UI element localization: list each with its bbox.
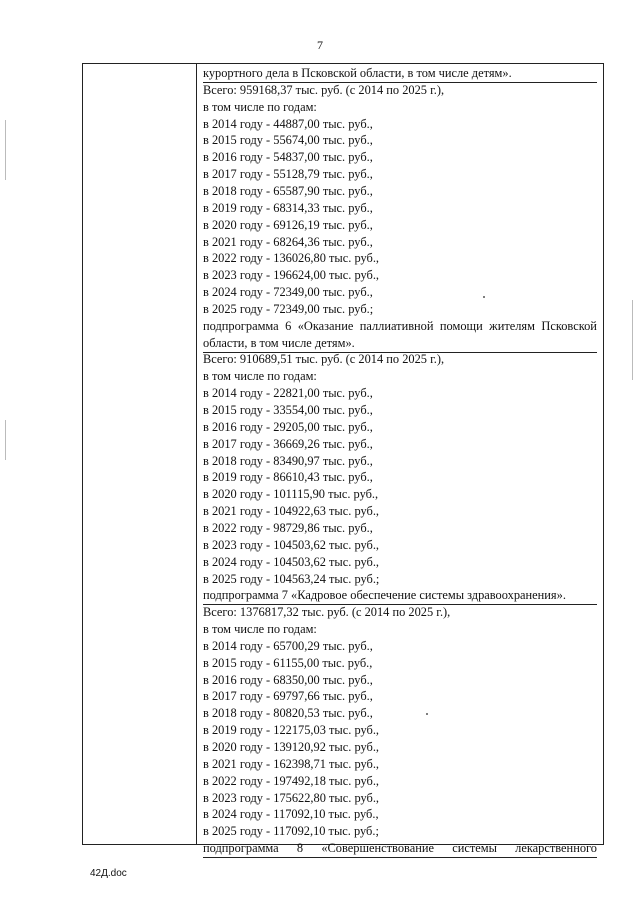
text-line: в 2016 году - 54837,00 тыс. руб.,	[203, 150, 373, 165]
text-line: в 2018 году - 65587,90 тыс. руб.,	[203, 183, 373, 198]
text-line: Всего: 1376817,32 тыс. руб. (с 2014 по 2025 г.),	[203, 605, 451, 620]
text-line: в 2017 году - 69797,66 тыс. руб.,	[203, 689, 373, 704]
text-line: в 2018 году - 80820,53 тыс. руб.,	[203, 706, 373, 721]
file-name: 42Д.doc	[90, 868, 127, 879]
last-line-word: 8	[296, 841, 304, 856]
last-line-word: «Совершенствование	[321, 841, 434, 856]
text-line-word: «Оказание	[297, 318, 354, 333]
scan-margin-mark	[5, 120, 6, 180]
text-line: в 2023 году - 104503,62 тыс. руб.,	[203, 537, 380, 552]
text-line: в 2017 году - 55128,79 тыс. руб.,	[203, 167, 373, 182]
text-line: в 2019 году - 86610,43 тыс. руб.,	[203, 470, 373, 485]
text-line: в 2015 году - 61155,00 тыс. руб.,	[203, 655, 373, 670]
text-line: в 2023 году - 175622,80 тыс. руб.,	[203, 790, 380, 805]
text-line: в 2024 году - 117092,10 тыс. руб.,	[203, 807, 379, 822]
text-line: в том числе по годам:	[203, 622, 317, 637]
text-line: в 2021 году - 104922,63 тыс. руб.,	[203, 504, 380, 519]
text-line: в 2020 году - 139120,92 тыс. руб.,	[203, 740, 380, 754]
text-line: в 2025 году - 104563,24 тыс. руб.;	[203, 571, 380, 586]
text-line: Всего: 910689,51 тыс. руб. (с 2014 по 2025 г.),	[203, 352, 445, 367]
last-line-word: лекарственного	[515, 841, 597, 856]
text-line-word: помощи	[439, 318, 483, 333]
scan-margin-mark	[632, 300, 633, 380]
text-line: в 2014 году - 22821,00 тыс. руб.,	[203, 386, 373, 401]
text-line-word: подпрограмма	[203, 318, 279, 333]
document-table	[82, 63, 604, 856]
last-line-word: подпрограмма	[203, 841, 279, 856]
scan-margin-mark	[5, 420, 6, 460]
text-line: в 2025 году - 117092,10 тыс. руб.;	[203, 824, 379, 839]
text-line-word: Псковской	[541, 318, 597, 333]
text-line: в 2023 году - 196624,00 тыс. руб.,	[203, 268, 380, 283]
text-line: курортного дела в Псковской области, в том числе детям».	[203, 65, 597, 83]
text-line: в 2014 году - 44887,00 тыс. руб.,	[203, 116, 373, 131]
text-line: в 2025 году - 72349,00 тыс. руб.;	[203, 301, 374, 316]
page-number: 7	[317, 38, 323, 52]
text-line: в 2021 году - 68264,36 тыс. руб.,	[203, 234, 373, 249]
text-line: в 2022 году - 98729,86 тыс. руб.,	[203, 520, 373, 535]
table-right-cell	[197, 64, 603, 856]
text-line	[203, 318, 597, 335]
text-line: подпрограмма 7 «Кадровое обеспечение системы здравоохранения».	[203, 587, 597, 605]
text-line-last	[203, 840, 597, 858]
scan-speck	[483, 296, 485, 298]
text-line: в 2016 году - 29205,00 тыс. руб.,	[203, 419, 373, 434]
text-line: в 2022 году - 197492,18 тыс. руб.,	[203, 773, 380, 788]
text-line-word: 6	[285, 318, 292, 333]
scan-speck	[426, 713, 428, 715]
table-left-cell	[83, 64, 197, 844]
text-line: Всего: 959168,37 тыс. руб. (с 2014 по 2025 г.),	[203, 82, 445, 97]
last-line-word: системы	[452, 841, 497, 856]
text-line: в 2024 году - 104503,62 тыс. руб.,	[203, 554, 380, 569]
text-line: в 2020 году - 69126,19 тыс. руб.,	[203, 217, 373, 232]
text-line: в 2024 году - 72349,00 тыс. руб.,	[203, 285, 373, 300]
text-line: в 2021 году - 162398,71 тыс. руб.,	[203, 756, 380, 771]
text-line: в том числе по годам:	[203, 369, 317, 384]
text-line: в 2018 году - 83490,97 тыс. руб.,	[203, 453, 373, 468]
text-line: в 2015 году - 55674,00 тыс. руб.,	[203, 133, 373, 148]
text-line: в том числе по годам:	[203, 99, 317, 114]
text-line: в 2020 году - 101115,90 тыс. руб.,	[203, 487, 379, 502]
text-line: области, в том числе детям».	[203, 335, 597, 353]
text-line: в 2022 году - 136026,80 тыс. руб.,	[203, 251, 380, 266]
text-line: в 2017 году - 36669,26 тыс. руб.,	[203, 436, 373, 451]
text-line: в 2015 году - 33554,00 тыс. руб.,	[203, 403, 373, 417]
text-line: в 2016 году - 68350,00 тыс. руб.,	[203, 672, 373, 687]
text-line-word: паллиативной	[359, 318, 434, 333]
text-line: в 2019 году - 68314,33 тыс. руб.,	[203, 200, 373, 215]
text-line: в 2019 году - 122175,03 тыс. руб.,	[203, 723, 380, 738]
text-line-word: жителям	[489, 318, 535, 333]
text-line: в 2014 году - 65700,29 тыс. руб.,	[203, 638, 373, 653]
